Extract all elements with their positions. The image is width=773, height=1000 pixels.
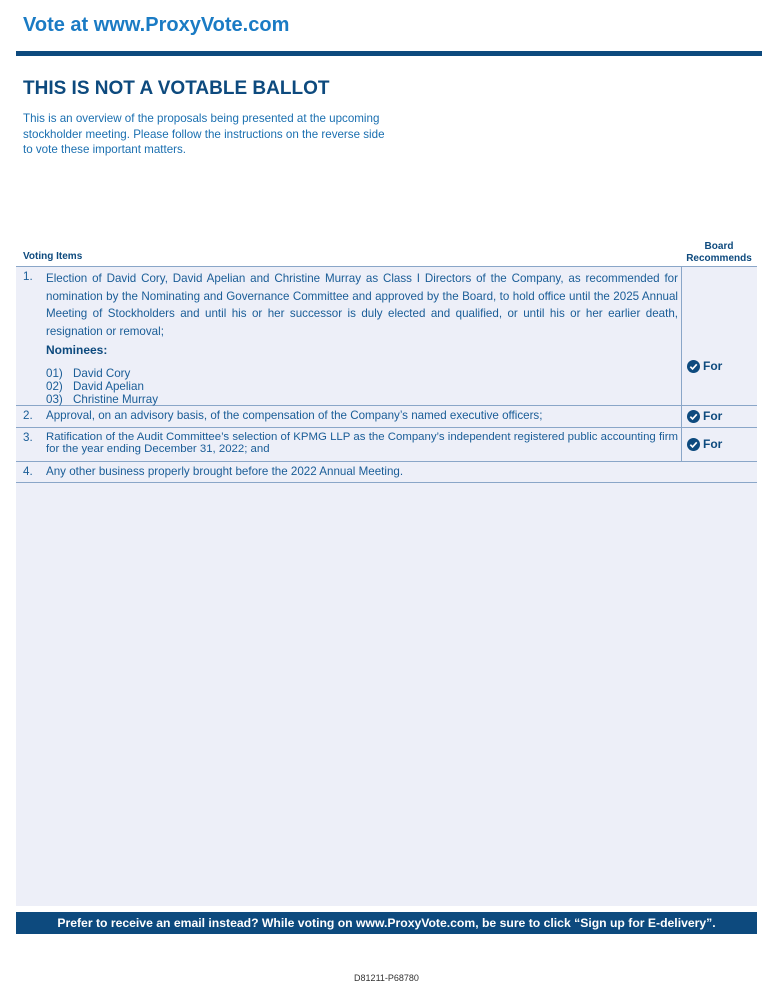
page-title: THIS IS NOT A VOTABLE BALLOT [23, 78, 330, 99]
check-circle-icon [687, 360, 700, 373]
voting-item-row-4 [16, 462, 757, 483]
item-number: 3. [23, 431, 33, 444]
header-divider [16, 51, 762, 56]
item-text: Any other business properly brought before the 2022 Annual Meeting. [46, 465, 404, 478]
voting-items-header: Voting Items [23, 251, 83, 262]
e-delivery-banner: Prefer to receive an email instead? While voting on www.ProxyVote.com, be sure to click “Sign up for E-delivery”. [16, 912, 757, 934]
check-circle-icon [687, 438, 700, 451]
board-recommends-header [680, 241, 758, 265]
item-number: 1. [23, 270, 33, 283]
board-header-line1: Board [704, 241, 734, 252]
item-description: Election of David Cory, David Apelian and Christine Murray as Class I Directors of the Company, as recommended for nomination by the Nominating and Governance Committee and approved by the Board, to hold office until the 2025 Annual Meeting of Stockholders and until his or her successor is duly elected and qualified, or until his or her earlier death, resignation or removal; [46, 272, 678, 338]
intro-text: This is an overview of the proposals being presented at the upcoming stockholder meeting. Please follow the instructions on the reverse side to vote these important matters. [23, 112, 385, 156]
board-recommendation [687, 409, 722, 423]
nominee-2: 02) David Apelian [46, 379, 144, 393]
recommendation-label: For [703, 359, 723, 373]
item-text [46, 270, 678, 406]
nominee-3: 03) Christine Murray [46, 392, 159, 406]
item-text: Approval, on an advisory basis, of the compensation of the Company’s named executive officers; [46, 409, 543, 422]
item-text: Ratification of the Audit Committee’s selection of KPMG LLP as the Company’s independent registered public accounting firm for the year ending December 31, 2022; and [46, 431, 678, 455]
check-circle-icon [687, 410, 700, 423]
board-header-line2: Recommends [686, 253, 752, 264]
voting-item-row-3 [16, 428, 757, 462]
board-recommendation [687, 437, 722, 451]
nominees-label: Nominees: [46, 343, 108, 357]
item-number: 2. [23, 409, 33, 422]
recommendation-label: For [703, 437, 723, 451]
document-code: D81211-P68780 [354, 973, 419, 983]
site-title: Vote at www.ProxyVote.com [23, 14, 290, 36]
voting-item-row-1 [16, 266, 757, 406]
recommendation-label: For [703, 409, 723, 423]
nominee-list [46, 367, 678, 406]
item-number: 4. [23, 465, 33, 478]
board-recommendation [687, 359, 722, 373]
nominee-1: 01) David Cory [46, 366, 131, 380]
voting-item-row-2 [16, 406, 757, 428]
